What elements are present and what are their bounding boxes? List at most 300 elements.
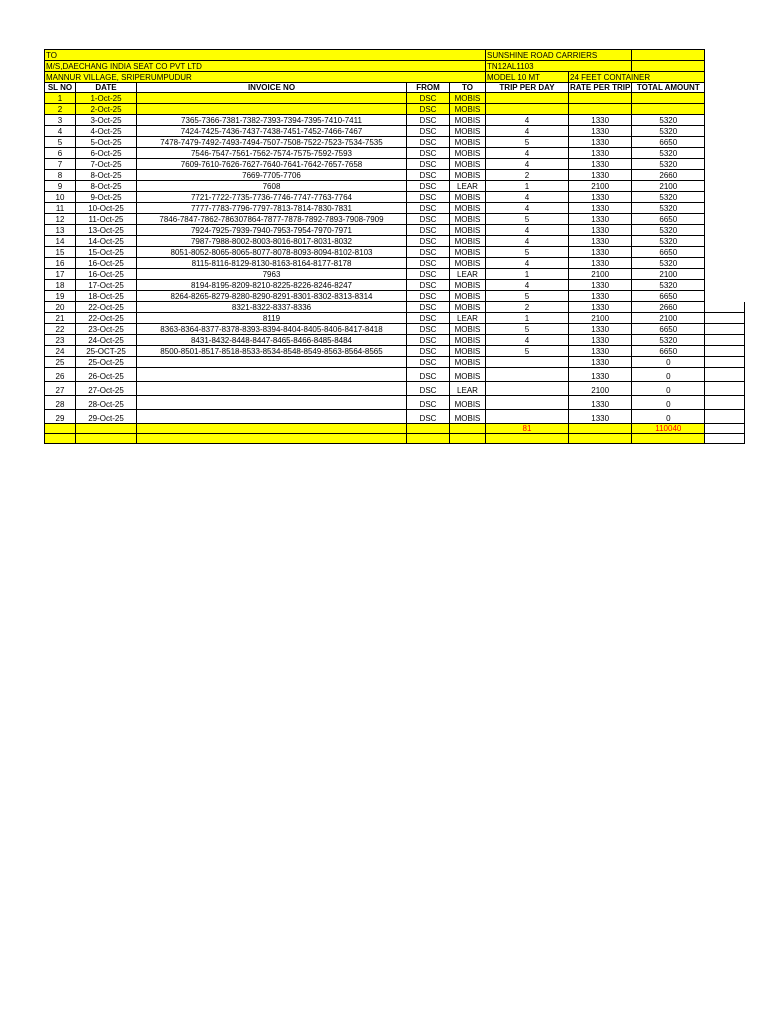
cell-invoice-no: 8051-8052-8065-8065-8077-8078-8093-8094-8102-8103 bbox=[137, 247, 407, 258]
cell-date: 17-Oct-25 bbox=[76, 280, 137, 291]
totals-blank bbox=[407, 424, 450, 434]
cell-rate: 1330 bbox=[569, 148, 632, 159]
table-row bbox=[45, 104, 745, 115]
cell-from: DSC bbox=[407, 410, 450, 424]
table-row bbox=[45, 410, 745, 424]
cell-trips: 5 bbox=[486, 324, 569, 335]
extra-cell bbox=[705, 302, 745, 313]
cell-trips: 5 bbox=[486, 346, 569, 357]
cell-rate: 2100 bbox=[569, 181, 632, 192]
cell-to: LEAR bbox=[450, 382, 486, 396]
cell-rate: 1330 bbox=[569, 192, 632, 203]
cell-from: DSC bbox=[407, 159, 450, 170]
cell-from: DSC bbox=[407, 258, 450, 269]
table-row bbox=[45, 335, 745, 346]
cell-amount: 6650 bbox=[632, 346, 705, 357]
cell-from: DSC bbox=[407, 291, 450, 302]
cell-from: DSC bbox=[407, 302, 450, 313]
cell-to: MOBIS bbox=[450, 192, 486, 203]
cell-trips: 5 bbox=[486, 291, 569, 302]
cell-to: MOBIS bbox=[450, 247, 486, 258]
cell-invoice-no: 7987-7988-8002-8003-8016-8017-8031-8032 bbox=[137, 236, 407, 247]
table-row bbox=[45, 225, 745, 236]
cell-amount: 6650 bbox=[632, 291, 705, 302]
cell-date: 29-Oct-25 bbox=[76, 410, 137, 424]
cell-date: 15-Oct-25 bbox=[76, 247, 137, 258]
cell-from: DSC bbox=[407, 192, 450, 203]
vehicle-model: MODEL 10 MT bbox=[486, 72, 569, 83]
cell-sl-no: 13 bbox=[45, 225, 76, 236]
cell-date: 5-Oct-25 bbox=[76, 137, 137, 148]
cell-amount: 5320 bbox=[632, 192, 705, 203]
cell-amount: 5320 bbox=[632, 280, 705, 291]
cell-to: MOBIS bbox=[450, 148, 486, 159]
cell-trips: 5 bbox=[486, 137, 569, 148]
cell-date: 8-Oct-25 bbox=[76, 181, 137, 192]
table-row bbox=[45, 368, 745, 382]
cell-date: 26-Oct-25 bbox=[76, 368, 137, 382]
extra-cell bbox=[705, 357, 745, 368]
table-row bbox=[45, 159, 745, 170]
cell-invoice-no bbox=[137, 396, 407, 410]
cell-to: MOBIS bbox=[450, 410, 486, 424]
cell-trips: 2 bbox=[486, 170, 569, 181]
cell-from: DSC bbox=[407, 115, 450, 126]
table-row bbox=[45, 93, 745, 104]
cell-to: MOBIS bbox=[450, 291, 486, 302]
cell-rate: 1330 bbox=[569, 247, 632, 258]
cell-amount: 2100 bbox=[632, 269, 705, 280]
table-row bbox=[45, 236, 745, 247]
extra-cell bbox=[705, 382, 745, 396]
cell-invoice-no: 8500-8501-8517-8518-8533-8534-8548-8549-8563-8564-8565 bbox=[137, 346, 407, 357]
blank-cell bbox=[632, 434, 705, 444]
cell-trips: 4 bbox=[486, 159, 569, 170]
cell-trips: 5 bbox=[486, 247, 569, 258]
cell-sl-no: 27 bbox=[45, 382, 76, 396]
cell-date: 13-Oct-25 bbox=[76, 225, 137, 236]
table-row bbox=[45, 291, 745, 302]
blank-cell bbox=[76, 434, 137, 444]
cell-sl-no: 14 bbox=[45, 236, 76, 247]
cell-trips: 1 bbox=[486, 269, 569, 280]
cell-date: 6-Oct-25 bbox=[76, 148, 137, 159]
table-row bbox=[45, 148, 745, 159]
cell-trips: 1 bbox=[486, 313, 569, 324]
cell-to: MOBIS bbox=[450, 126, 486, 137]
cell-trips: 4 bbox=[486, 225, 569, 236]
totals-blank bbox=[569, 424, 632, 434]
cell-trips bbox=[486, 410, 569, 424]
cell-amount: 5320 bbox=[632, 335, 705, 346]
cell-to: MOBIS bbox=[450, 159, 486, 170]
col-date: DATE bbox=[76, 83, 137, 93]
cell-to: MOBIS bbox=[450, 368, 486, 382]
cell-date: 16-Oct-25 bbox=[76, 258, 137, 269]
blank-cell bbox=[137, 434, 407, 444]
cell-invoice-no: 7478-7479-7492-7493-7494-7507-7508-7522-7523-7534-7535 bbox=[137, 137, 407, 148]
cell-from: DSC bbox=[407, 324, 450, 335]
cell-sl-no: 28 bbox=[45, 396, 76, 410]
cell-rate: 1330 bbox=[569, 291, 632, 302]
col-invoice-no: INVOICE NO bbox=[137, 83, 407, 93]
table-row bbox=[45, 357, 745, 368]
table-row bbox=[45, 170, 745, 181]
cell-invoice-no: 8115-8116-8129-8130-8163-8164-8177-8178 bbox=[137, 258, 407, 269]
cell-trips bbox=[486, 396, 569, 410]
cell-trips bbox=[486, 382, 569, 396]
table-row bbox=[45, 313, 745, 324]
extra-cell bbox=[705, 335, 745, 346]
container-type: 24 FEET CONTAINER bbox=[569, 72, 705, 83]
cell-invoice-no bbox=[137, 104, 407, 115]
cell-date: 10-Oct-25 bbox=[76, 203, 137, 214]
cell-date: 11-Oct-25 bbox=[76, 214, 137, 225]
cell-trips: 5 bbox=[486, 214, 569, 225]
cell-invoice-no: 7846-7847-7862-786307864-7877-7878-7892-7893-7908-7909 bbox=[137, 214, 407, 225]
cell-to: MOBIS bbox=[450, 357, 486, 368]
cell-amount: 5320 bbox=[632, 203, 705, 214]
blank-cell bbox=[450, 434, 486, 444]
cell-from: DSC bbox=[407, 313, 450, 324]
cell-rate: 1330 bbox=[569, 280, 632, 291]
cell-from: DSC bbox=[407, 225, 450, 236]
cell-from: DSC bbox=[407, 247, 450, 258]
cell-rate: 1330 bbox=[569, 324, 632, 335]
cell-amount: 5320 bbox=[632, 148, 705, 159]
cell-to: MOBIS bbox=[450, 115, 486, 126]
cell-rate: 2100 bbox=[569, 269, 632, 280]
cell-trips bbox=[486, 104, 569, 115]
cell-rate: 1330 bbox=[569, 346, 632, 357]
cell-invoice-no: 7546-7547-7561-7562-7574-7575-7592-7593 bbox=[137, 148, 407, 159]
cell-date: 25-OCT-25 bbox=[76, 346, 137, 357]
cell-to: MOBIS bbox=[450, 203, 486, 214]
cell-amount bbox=[632, 104, 705, 115]
totals-blank bbox=[137, 424, 407, 434]
totals-blank bbox=[76, 424, 137, 434]
cell-rate: 1330 bbox=[569, 357, 632, 368]
cell-amount: 6650 bbox=[632, 247, 705, 258]
cell-date: 8-Oct-25 bbox=[76, 170, 137, 181]
cell-rate: 1330 bbox=[569, 214, 632, 225]
cell-trips: 4 bbox=[486, 258, 569, 269]
company-name: M/S,DAECHANG INDIA SEAT CO PVT LTD bbox=[45, 61, 486, 72]
total-trips: 81 bbox=[486, 424, 569, 434]
cell-rate: 1330 bbox=[569, 368, 632, 382]
cell-amount: 5320 bbox=[632, 126, 705, 137]
cell-rate: 1330 bbox=[569, 410, 632, 424]
carrier-name: SUNSHINE ROAD CARRIERS bbox=[486, 50, 632, 61]
cell-to: MOBIS bbox=[450, 346, 486, 357]
cell-invoice-no: 7365-7366-7381-7382-7393-7394-7395-7410-7411 bbox=[137, 115, 407, 126]
cell-sl-no: 15 bbox=[45, 247, 76, 258]
table-row bbox=[45, 258, 745, 269]
table-row bbox=[45, 181, 745, 192]
cell-invoice-no: 8264-8265-8279-8280-8290-8291-8301-8302-8313-8314 bbox=[137, 291, 407, 302]
cell-amount: 0 bbox=[632, 410, 705, 424]
cell-to: LEAR bbox=[450, 313, 486, 324]
cell-amount bbox=[632, 93, 705, 104]
cell-amount: 0 bbox=[632, 357, 705, 368]
column-header-row bbox=[45, 83, 745, 93]
cell-sl-no: 10 bbox=[45, 192, 76, 203]
cell-invoice-no: 7608 bbox=[137, 181, 407, 192]
cell-sl-no: 6 bbox=[45, 148, 76, 159]
header-blank bbox=[632, 61, 705, 72]
invoice-sheet bbox=[44, 49, 745, 444]
cell-date: 16-Oct-25 bbox=[76, 269, 137, 280]
extra-cell bbox=[705, 410, 745, 424]
table-row bbox=[45, 382, 745, 396]
cell-date: 22-Oct-25 bbox=[76, 313, 137, 324]
cell-from: DSC bbox=[407, 203, 450, 214]
cell-to: MOBIS bbox=[450, 214, 486, 225]
total-amount: 110040 bbox=[632, 424, 705, 434]
cell-sl-no: 22 bbox=[45, 324, 76, 335]
table-row bbox=[45, 203, 745, 214]
cell-amount: 0 bbox=[632, 396, 705, 410]
header-row-2 bbox=[45, 61, 745, 72]
cell-rate: 2100 bbox=[569, 313, 632, 324]
cell-amount: 0 bbox=[632, 368, 705, 382]
cell-date: 24-Oct-25 bbox=[76, 335, 137, 346]
cell-to: MOBIS bbox=[450, 225, 486, 236]
cell-invoice-no bbox=[137, 93, 407, 104]
table-row bbox=[45, 280, 745, 291]
cell-amount: 6650 bbox=[632, 137, 705, 148]
cell-invoice-no: 7963 bbox=[137, 269, 407, 280]
cell-invoice-no: 7424-7425-7436-7437-7438-7451-7452-7466-7467 bbox=[137, 126, 407, 137]
cell-sl-no: 2 bbox=[45, 104, 76, 115]
cell-invoice-no bbox=[137, 382, 407, 396]
cell-amount: 2660 bbox=[632, 170, 705, 181]
cell-invoice-no: 8431-8432-8448-8447-8465-8466-8485-8484 bbox=[137, 335, 407, 346]
cell-trips: 4 bbox=[486, 192, 569, 203]
cell-amount: 5320 bbox=[632, 236, 705, 247]
cell-sl-no: 9 bbox=[45, 181, 76, 192]
cell-sl-no: 7 bbox=[45, 159, 76, 170]
table-row bbox=[45, 115, 745, 126]
cell-rate: 1330 bbox=[569, 159, 632, 170]
cell-date: 1-Oct-25 bbox=[76, 93, 137, 104]
extra-cell bbox=[705, 396, 745, 410]
cell-to: LEAR bbox=[450, 269, 486, 280]
vehicle-number: TN12AL1103 bbox=[486, 61, 632, 72]
cell-invoice-no: 7924-7925-7939-7940-7953-7954-7970-7971 bbox=[137, 225, 407, 236]
blank-cell bbox=[407, 434, 450, 444]
cell-amount: 2100 bbox=[632, 313, 705, 324]
cell-to: MOBIS bbox=[450, 280, 486, 291]
cell-from: DSC bbox=[407, 368, 450, 382]
cell-date: 14-Oct-25 bbox=[76, 236, 137, 247]
col-rate-per-trip: RATE PER TRIP bbox=[570, 83, 631, 92]
cell-invoice-no: 7777-7783-7796-7797-7813-7814-7830-7831 bbox=[137, 203, 407, 214]
cell-trips: 4 bbox=[486, 148, 569, 159]
extra-cell bbox=[705, 434, 745, 444]
cell-trips: 4 bbox=[486, 203, 569, 214]
cell-rate: 1330 bbox=[569, 203, 632, 214]
cell-sl-no: 24 bbox=[45, 346, 76, 357]
cell-to: MOBIS bbox=[450, 258, 486, 269]
extra-cell bbox=[705, 424, 745, 434]
cell-invoice-no: 8321-8322-8337-8336 bbox=[137, 302, 407, 313]
cell-to: LEAR bbox=[450, 181, 486, 192]
table-row bbox=[45, 269, 745, 280]
cell-date: 23-Oct-25 bbox=[76, 324, 137, 335]
cell-date: 7-Oct-25 bbox=[76, 159, 137, 170]
cell-sl-no: 17 bbox=[45, 269, 76, 280]
cell-date: 3-Oct-25 bbox=[76, 115, 137, 126]
col-sl-no: SL NO bbox=[45, 83, 76, 93]
cell-from: DSC bbox=[407, 214, 450, 225]
cell-sl-no: 26 bbox=[45, 368, 76, 382]
cell-trips: 4 bbox=[486, 236, 569, 247]
table-row bbox=[45, 137, 745, 148]
cell-from: DSC bbox=[407, 236, 450, 247]
blank-cell bbox=[45, 434, 76, 444]
cell-rate bbox=[569, 93, 632, 104]
cell-rate: 1330 bbox=[569, 236, 632, 247]
extra-cell bbox=[705, 346, 745, 357]
cell-sl-no: 29 bbox=[45, 410, 76, 424]
cell-trips: 1 bbox=[486, 181, 569, 192]
table-row bbox=[45, 192, 745, 203]
cell-date: 27-Oct-25 bbox=[76, 382, 137, 396]
cell-invoice-no: 8363-8364-8377-8378-8393-8394-8404-8405-8406-8417-8418 bbox=[137, 324, 407, 335]
cell-rate: 2100 bbox=[569, 382, 632, 396]
cell-amount: 6650 bbox=[632, 324, 705, 335]
cell-sl-no: 19 bbox=[45, 291, 76, 302]
extra-cell bbox=[705, 324, 745, 335]
cell-sl-no: 8 bbox=[45, 170, 76, 181]
totals-row bbox=[45, 424, 745, 434]
cell-sl-no: 20 bbox=[45, 302, 76, 313]
cell-sl-no: 23 bbox=[45, 335, 76, 346]
cell-date: 18-Oct-25 bbox=[76, 291, 137, 302]
col-from: FROM bbox=[407, 83, 450, 93]
table-row bbox=[45, 247, 745, 258]
header-row-1 bbox=[45, 50, 745, 61]
cell-rate: 1330 bbox=[569, 225, 632, 236]
cell-to: MOBIS bbox=[450, 324, 486, 335]
cell-sl-no: 11 bbox=[45, 203, 76, 214]
cell-trips: 4 bbox=[486, 335, 569, 346]
cell-trips: 2 bbox=[486, 302, 569, 313]
totals-blank bbox=[450, 424, 486, 434]
cell-date: 9-Oct-25 bbox=[76, 192, 137, 203]
cell-from: DSC bbox=[407, 346, 450, 357]
header-row-3 bbox=[45, 72, 745, 83]
cell-amount: 2660 bbox=[632, 302, 705, 313]
cell-amount: 5320 bbox=[632, 258, 705, 269]
cell-to: MOBIS bbox=[450, 396, 486, 410]
cell-rate: 1330 bbox=[569, 126, 632, 137]
cell-invoice-no bbox=[137, 368, 407, 382]
cell-from: DSC bbox=[407, 357, 450, 368]
cell-sl-no: 3 bbox=[45, 115, 76, 126]
cell-rate: 1330 bbox=[569, 137, 632, 148]
totals-blank bbox=[45, 424, 76, 434]
cell-invoice-no: 8194-8195-8209-8210-8225-8226-8246-8247 bbox=[137, 280, 407, 291]
cell-date: 4-Oct-25 bbox=[76, 126, 137, 137]
cell-from: DSC bbox=[407, 170, 450, 181]
cell-invoice-no bbox=[137, 357, 407, 368]
cell-to: MOBIS bbox=[450, 236, 486, 247]
trip-table bbox=[44, 49, 745, 444]
cell-amount: 0 bbox=[632, 382, 705, 396]
cell-rate: 1330 bbox=[569, 170, 632, 181]
cell-trips bbox=[486, 368, 569, 382]
cell-sl-no: 12 bbox=[45, 214, 76, 225]
cell-from: DSC bbox=[407, 335, 450, 346]
cell-from: DSC bbox=[407, 280, 450, 291]
cell-from: DSC bbox=[407, 396, 450, 410]
cell-amount: 5320 bbox=[632, 225, 705, 236]
cell-from: DSC bbox=[407, 104, 450, 115]
table-row bbox=[45, 214, 745, 225]
cell-from: DSC bbox=[407, 181, 450, 192]
cell-rate: 1330 bbox=[569, 335, 632, 346]
cell-rate: 1330 bbox=[569, 258, 632, 269]
cell-sl-no: 4 bbox=[45, 126, 76, 137]
cell-rate bbox=[569, 104, 632, 115]
table-row bbox=[45, 346, 745, 357]
header-blank bbox=[632, 50, 705, 61]
blank-cell bbox=[569, 434, 632, 444]
extra-cell bbox=[705, 313, 745, 324]
cell-amount: 5320 bbox=[632, 159, 705, 170]
cell-amount: 5320 bbox=[632, 115, 705, 126]
cell-sl-no: 25 bbox=[45, 357, 76, 368]
cell-from: DSC bbox=[407, 137, 450, 148]
table-row bbox=[45, 126, 745, 137]
blank-row bbox=[45, 434, 745, 444]
cell-date: 2-Oct-25 bbox=[76, 104, 137, 115]
cell-sl-no: 16 bbox=[45, 258, 76, 269]
cell-trips bbox=[486, 357, 569, 368]
cell-rate: 1330 bbox=[569, 302, 632, 313]
cell-date: 25-Oct-25 bbox=[76, 357, 137, 368]
cell-sl-no: 1 bbox=[45, 93, 76, 104]
table-row bbox=[45, 396, 745, 410]
blank-cell bbox=[486, 434, 569, 444]
cell-sl-no: 5 bbox=[45, 137, 76, 148]
col-total-amount: TOTAL AMOUNT bbox=[632, 83, 705, 93]
cell-invoice-no: 8119 bbox=[137, 313, 407, 324]
table-row bbox=[45, 302, 745, 313]
cell-from: DSC bbox=[407, 269, 450, 280]
cell-rate: 1330 bbox=[569, 396, 632, 410]
cell-invoice-no: 7669-7705-7706 bbox=[137, 170, 407, 181]
cell-sl-no: 18 bbox=[45, 280, 76, 291]
cell-amount: 6650 bbox=[632, 214, 705, 225]
col-to: TO bbox=[450, 83, 486, 93]
cell-date: 28-Oct-25 bbox=[76, 396, 137, 410]
cell-to: MOBIS bbox=[450, 93, 486, 104]
cell-from: DSC bbox=[407, 148, 450, 159]
col-trip-per-day: TRIP PER DAY bbox=[486, 83, 569, 93]
cell-from: DSC bbox=[407, 93, 450, 104]
company-address: MANNUR VILLAGE, SRIPERUMPUDUR bbox=[45, 72, 486, 83]
cell-to: MOBIS bbox=[450, 170, 486, 181]
cell-sl-no: 21 bbox=[45, 313, 76, 324]
to-label: TO bbox=[45, 50, 486, 61]
cell-date: 22-Oct-25 bbox=[76, 302, 137, 313]
cell-to: MOBIS bbox=[450, 335, 486, 346]
cell-trips: 4 bbox=[486, 280, 569, 291]
cell-invoice-no: 7609-7610-7626-7627-7640-7641-7642-7657-7658 bbox=[137, 159, 407, 170]
